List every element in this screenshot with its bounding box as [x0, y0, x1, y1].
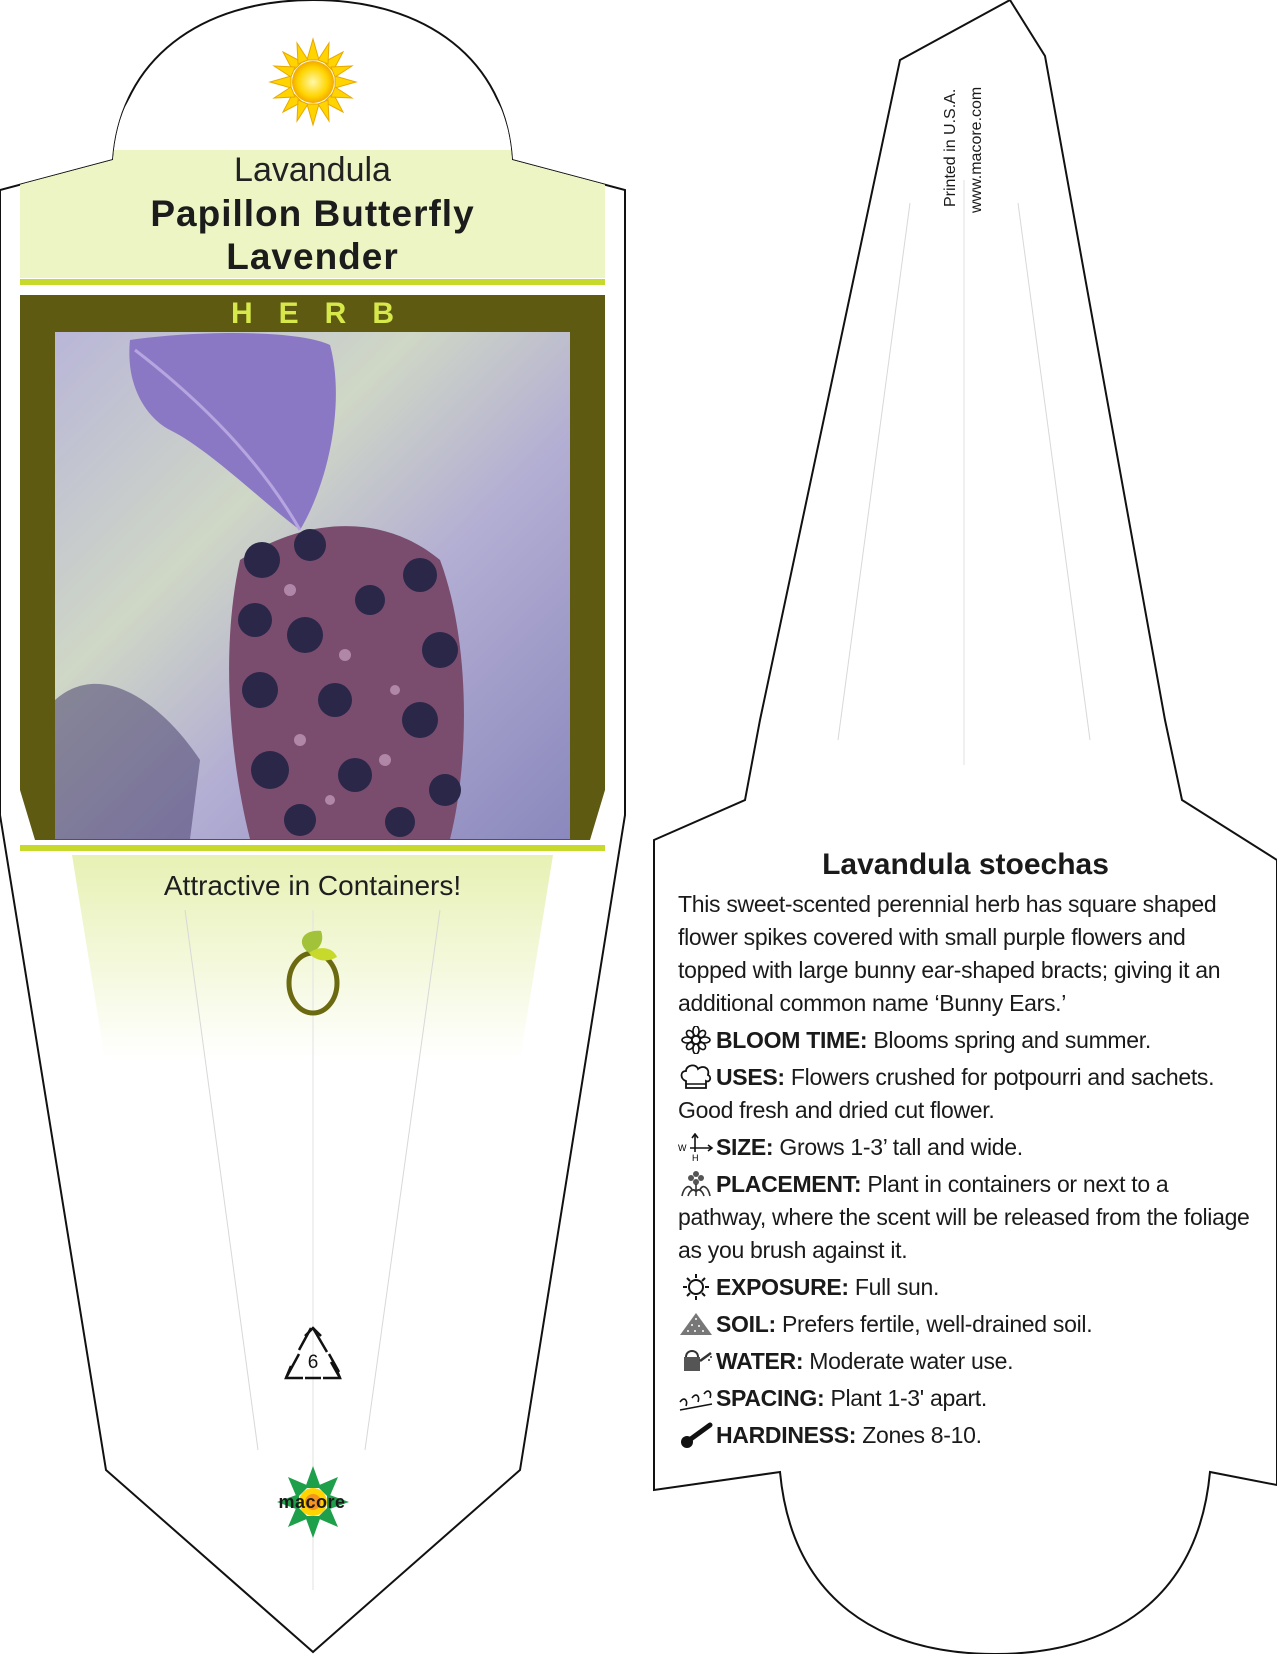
attr-spacing-value: Plant 1-3' apart.: [830, 1385, 987, 1411]
sun-icon: [270, 39, 356, 125]
attr-hardiness-value: Zones 8-10.: [862, 1422, 982, 1448]
attr-uses: [678, 1061, 1253, 1127]
size-icon: [678, 1133, 714, 1161]
front-tagline: Attractive in Containers!: [163, 870, 462, 901]
sun-outline-icon: [678, 1273, 714, 1301]
attr-water: [678, 1345, 1253, 1378]
attr-spacing: [678, 1382, 1253, 1415]
attr-hardiness: [678, 1419, 1253, 1452]
attr-uses-value: Flowers crushed for potpourri and sachets. Good fresh and dried cut flower.: [678, 1064, 1215, 1123]
front-common-name: [60, 192, 565, 278]
attr-exposure-label: EXPOSURE:: [716, 1274, 849, 1300]
website-text: www.macore.com: [968, 86, 985, 213]
attr-spacing-label: SPACING:: [716, 1385, 825, 1411]
attr-placement: [678, 1168, 1253, 1267]
chef-hat-icon: [678, 1063, 714, 1091]
attr-hardiness-label: HARDINESS:: [716, 1422, 857, 1448]
recycle-number: 6: [307, 1352, 319, 1373]
attr-size: [678, 1131, 1253, 1164]
attr-uses-label: USES:: [716, 1064, 785, 1090]
attr-bloom-time-label: BLOOM TIME:: [716, 1027, 868, 1053]
botanical-name: Lavandula stoechas: [822, 848, 1109, 881]
attr-water-value: Moderate water use.: [809, 1348, 1014, 1374]
placement-icon: [678, 1170, 714, 1198]
thermometer-icon: [678, 1421, 714, 1449]
attr-size-label: SIZE:: [716, 1134, 774, 1160]
size-icon-w: W: [678, 1143, 687, 1153]
soil-icon: [678, 1310, 714, 1338]
attr-exposure: [678, 1271, 1253, 1304]
attr-soil-value: Prefers fertile, well-drained soil.: [781, 1311, 1093, 1337]
attr-soil: [678, 1308, 1253, 1341]
attr-soil-label: SOIL:: [716, 1311, 776, 1337]
attr-bloom-time-value: Blooms spring and summer.: [873, 1027, 1151, 1053]
attr-water-label: WATER:: [716, 1348, 804, 1374]
front-common-name-line1: Papillon Butterfly: [150, 193, 475, 234]
attr-size-value: Grows 1-3’ tall and wide.: [779, 1134, 1023, 1160]
flower-icon: [678, 1026, 714, 1054]
attr-placement-label: PLACEMENT:: [716, 1171, 862, 1197]
brand-name: macore: [278, 1492, 346, 1512]
front-genus: Lavandula: [234, 151, 391, 189]
front-common-name-line2: Lavender: [226, 236, 399, 277]
plant-description: This sweet-scented perennial herb has square shaped flower spikes covered with small purple flowers and topped with large bunny ear-shaped bracts; giving it an additional common name ‘Bunny Ears.’: [678, 891, 1221, 1016]
lavender-photo: [55, 332, 570, 839]
size-icon-h: H: [692, 1153, 699, 1161]
attr-placement-value: Plant in containers or next to a pathway, where the scent will be released from the foliage as you brush against it.: [678, 1171, 1250, 1263]
attr-bloom-time: [678, 1024, 1253, 1057]
back-info: [678, 846, 1253, 1452]
printed-in-text: Printed in U.S.A.: [942, 88, 959, 207]
front-category: HERB: [230, 297, 420, 330]
attr-exposure-value: Full sun.: [854, 1274, 940, 1300]
watering-can-icon: [678, 1347, 714, 1375]
spacing-icon: [678, 1384, 714, 1412]
